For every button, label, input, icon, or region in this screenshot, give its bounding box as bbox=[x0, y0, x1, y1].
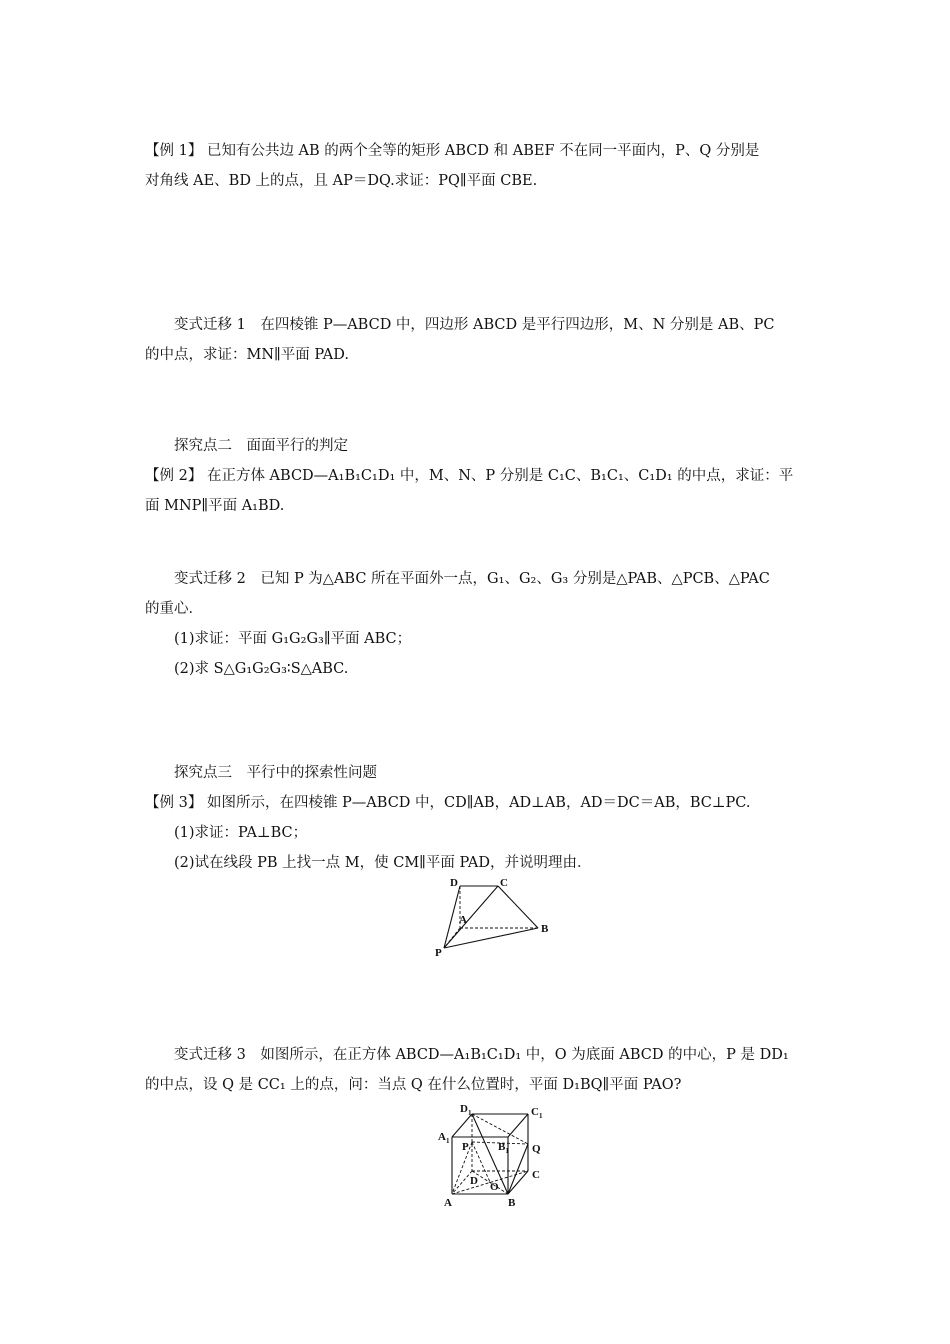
variant-3-line-2: 的中点，设 Q 是 CC₁ 上的点，问：当点 Q 在什么位置时，平面 D₁BQ∥平面 PAO? bbox=[145, 1077, 682, 1093]
label-C: C bbox=[532, 1169, 540, 1181]
section-2 bbox=[145, 431, 810, 521]
variant-3-line-1: 变式迁移 3 如图所示，在正方体 ABCD—A₁B₁C₁D₁ 中，O 为底面 ABCD 的中心，P 是 DD₁ bbox=[174, 1047, 789, 1063]
example-2-line-2: 面 MNP∥平面 A₁BD. bbox=[145, 498, 285, 514]
label-O: O bbox=[490, 1181, 499, 1193]
example-1-line-2: 对角线 AE、BD 上的点，且 AP＝DQ.求证：PQ∥平面 CBE. bbox=[145, 173, 538, 189]
example-1-line-1: 【例 1】 已知有公共边 AB 的两个全等的矩形 ABCD 和 ABEF 不在同一平面内，P、Q 分别是 bbox=[145, 143, 760, 159]
label-D: D bbox=[470, 1175, 478, 1187]
label-A: A bbox=[459, 914, 467, 926]
variant-2 bbox=[145, 564, 810, 684]
example-3-question-2: (2)试在线段 PB 上找一点 M，使 CM∥平面 PAD，并说明理由． bbox=[174, 855, 592, 871]
label-P: P bbox=[435, 947, 442, 959]
label-B: B bbox=[508, 1197, 516, 1209]
variant-2-question-2: (2)求 S△G₁G₂G₃∶S△ABC. bbox=[174, 661, 349, 677]
variant-1-line-2: 的中点，求证：MN∥平面 PAD. bbox=[145, 347, 349, 363]
variant-2-line-2: 的重心． bbox=[145, 601, 203, 617]
section-2-title: 探究点二 面面平行的判定 bbox=[174, 438, 348, 454]
label-C: C bbox=[500, 877, 508, 889]
pyramid-figure bbox=[430, 872, 570, 962]
label-C1: $C_1$ bbox=[531, 1106, 543, 1120]
example-3-question-1: (1)求证：PA⊥BC； bbox=[174, 825, 308, 841]
example-1 bbox=[145, 136, 810, 196]
label-D1: $D_1$ bbox=[460, 1103, 472, 1117]
variant-2-line-1: 变式迁移 2 已知 P 为△ABC 所在平面外一点，G₁、G₂、G₃ 分别是△PAB、△PCB、△PAC bbox=[174, 571, 770, 587]
label-A1: $A_1$ bbox=[438, 1131, 450, 1145]
variant-1-line-1: 变式迁移 1 在四棱锥 P—ABCD 中，四边形 ABCD 是平行四边形，M、N 分别是 AB、PC bbox=[174, 317, 775, 333]
label-B: B bbox=[541, 923, 549, 935]
variant-3 bbox=[145, 1040, 810, 1100]
label-Q: Q bbox=[532, 1143, 541, 1155]
example-3-line-1: 【例 3】 如图所示，在四棱锥 P—ABCD 中，CD∥AB，AD⊥AB，AD＝DC＝AB，BC⊥PC. bbox=[145, 795, 751, 811]
section-3 bbox=[145, 758, 810, 878]
variant-1 bbox=[145, 310, 810, 370]
label-P: P bbox=[462, 1141, 469, 1153]
label-B1: $B_1$ bbox=[498, 1141, 509, 1155]
label-D: D bbox=[450, 877, 458, 889]
section-3-title: 探究点三 平行中的探索性问题 bbox=[174, 765, 377, 781]
variant-2-question-1: (1)求证：平面 G₁G₂G₃∥平面 ABC； bbox=[174, 631, 412, 647]
label-A: A bbox=[444, 1197, 452, 1209]
cube-figure bbox=[432, 1100, 562, 1215]
example-2-line-1: 【例 2】 在正方体 ABCD—A₁B₁C₁D₁ 中，M、N、P 分别是 C₁C、B₁C₁、C₁D₁ 的中点，求证：平 bbox=[145, 468, 794, 484]
